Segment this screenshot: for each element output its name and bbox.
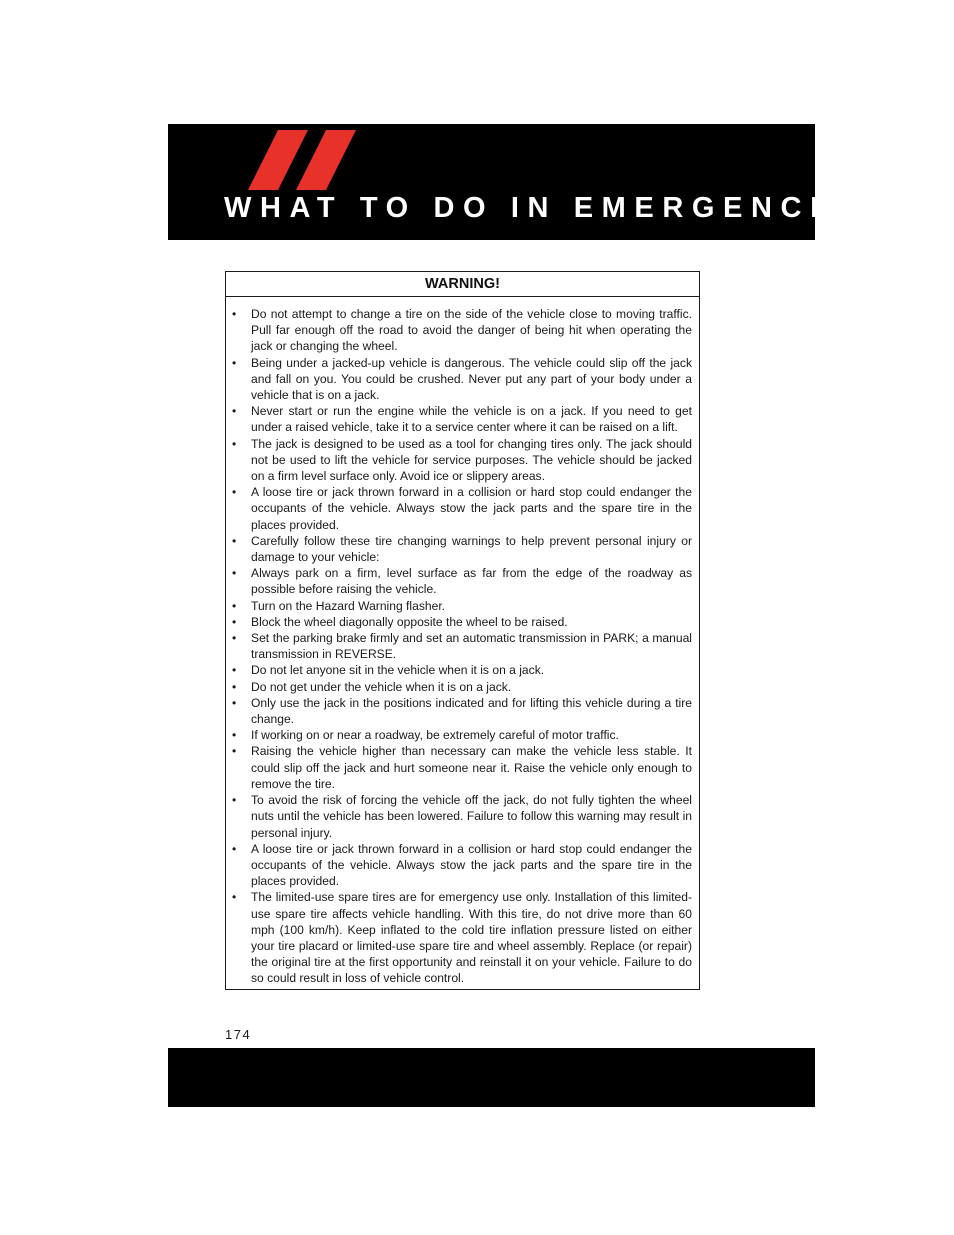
list-item-text: Only use the jack in the positions indicated and for lifting this vehicle during a tire change.: [251, 695, 692, 727]
list-item-text: Do not let anyone sit in the vehicle when it is on a jack.: [251, 663, 545, 678]
bullet-icon: •: [232, 695, 237, 710]
section-title: WHAT TO DO IN EMERGENCIES: [224, 192, 883, 224]
list-item: [232, 695, 692, 727]
list-item: [232, 792, 692, 841]
list-item-text: Do not attempt to change a tire on the side of the vehicle close to moving traffic. Pull far enough off the road to avoid the danger of being hit when operating the jack or changing the wheel.: [251, 307, 692, 354]
list-item: [232, 679, 692, 695]
list-item-text: A loose tire or jack thrown forward in a collision or hard stop could endanger the occupants of the vehicle. Always stow the jack parts and the spare tire in the places provided.: [251, 841, 692, 889]
bullet-icon: •: [232, 355, 237, 370]
list-item-text: Being under a jacked-up vehicle is dangerous. The vehicle could slip off the jack and fall on you. You could be crushed. Never put any part of your body under a vehicle that is on a jack.: [251, 355, 692, 403]
bullet-icon: •: [232, 793, 237, 808]
list-item-text: Never start or run the engine while the vehicle is on a jack. If you need to get under a raised vehicle, take it to a service center where it can be raised on a lift.: [251, 404, 692, 435]
list-item: [232, 630, 692, 662]
list-item: [232, 403, 692, 435]
list-item-text: Do not get under the vehicle when it is on a jack.: [251, 679, 512, 694]
list-item-text: The limited-use spare tires are for emergency use only. Installation of this limited-use spare tire affects vehicle handling. With this tire, do not drive more than 60 mph (100 km/h). Keep inflated to the cold tire inflation pressure listed on either your tire placard or limited-use spare tire and wheel assembly. Replace (or repair) the original tire at the first opportunity and reinstall it on your vehicle. Failure to do so could result in loss of vehicle control.: [251, 890, 692, 986]
bullet-icon: •: [232, 307, 237, 321]
list-item-text: Carefully follow these tire changing warnings to help prevent personal injury or damage to your vehicle:: [251, 533, 692, 565]
stripe-left: [248, 130, 308, 190]
bullet-icon: •: [232, 744, 237, 759]
stripe-right: [296, 130, 356, 190]
list-item-text: A loose tire or jack thrown forward in a collision or hard stop could endanger the occupants of the vehicle. Always stow the jack parts and the spare tire in the places provided.: [251, 485, 692, 532]
bullet-icon: •: [232, 485, 237, 500]
bullet-icon: •: [232, 679, 237, 694]
warning-list: [226, 297, 699, 987]
list-item: [232, 306, 692, 355]
list-item-text: Turn on the Hazard Warning flasher.: [251, 598, 446, 613]
list-item: [232, 565, 692, 597]
list-item: [232, 533, 692, 565]
page-number: 174: [225, 1027, 252, 1042]
list-item-text: Block the wheel diagonally opposite the wheel to be raised.: [251, 614, 568, 629]
bullet-icon: •: [232, 841, 237, 856]
list-item: [232, 662, 692, 678]
list-item-text: Always park on a firm, level surface as far from the edge of the roadway as possible before raising the vehicle.: [251, 566, 692, 597]
list-item-text: The jack is designed to be used as a tool for changing tires only. The jack should not be used to lift the vehicle for service purposes. The vehicle should be jacked on a firm level surface only. Avoid ice or slippery areas.: [251, 436, 692, 484]
bullet-icon: •: [232, 890, 237, 905]
list-item: [232, 614, 692, 630]
bullet-icon: •: [232, 614, 237, 629]
red-double-stripe-icon: [248, 130, 358, 190]
list-item: [232, 727, 692, 743]
list-item-text: If working on or near a roadway, be extremely careful of motor traffic.: [251, 728, 619, 743]
list-item: [232, 436, 692, 485]
list-item: [232, 743, 692, 792]
bullet-icon: •: [232, 566, 237, 581]
warning-box: [225, 271, 700, 990]
footer-band: [168, 1048, 815, 1107]
bullet-icon: •: [232, 598, 237, 613]
bullet-icon: •: [232, 728, 237, 743]
list-item-text: Raising the vehicle higher than necessary can make the vehicle less stable. It could slip off the jack and hurt someone near it. Raise the vehicle only enough to remove the tire.: [251, 744, 692, 791]
list-item: [232, 355, 692, 404]
bullet-icon: •: [232, 436, 237, 451]
bullet-icon: •: [232, 533, 237, 548]
list-item: [232, 484, 692, 533]
list-item: [232, 841, 692, 890]
list-item: [232, 598, 692, 614]
bullet-icon: •: [232, 631, 237, 646]
header-band: [168, 124, 883, 240]
bullet-icon: •: [232, 663, 237, 678]
bullet-icon: •: [232, 404, 237, 419]
warning-heading: WARNING!: [226, 272, 699, 297]
list-item: [232, 889, 692, 986]
list-item-text: To avoid the risk of forcing the vehicle off the jack, do not fully tighten the wheel nuts until the vehicle has been lowered. Failure to follow this warning may result in personal injury.: [251, 793, 692, 840]
list-item-text: Set the parking brake firmly and set an automatic transmission in PARK; a manual transmission in REVERSE.: [251, 631, 692, 662]
